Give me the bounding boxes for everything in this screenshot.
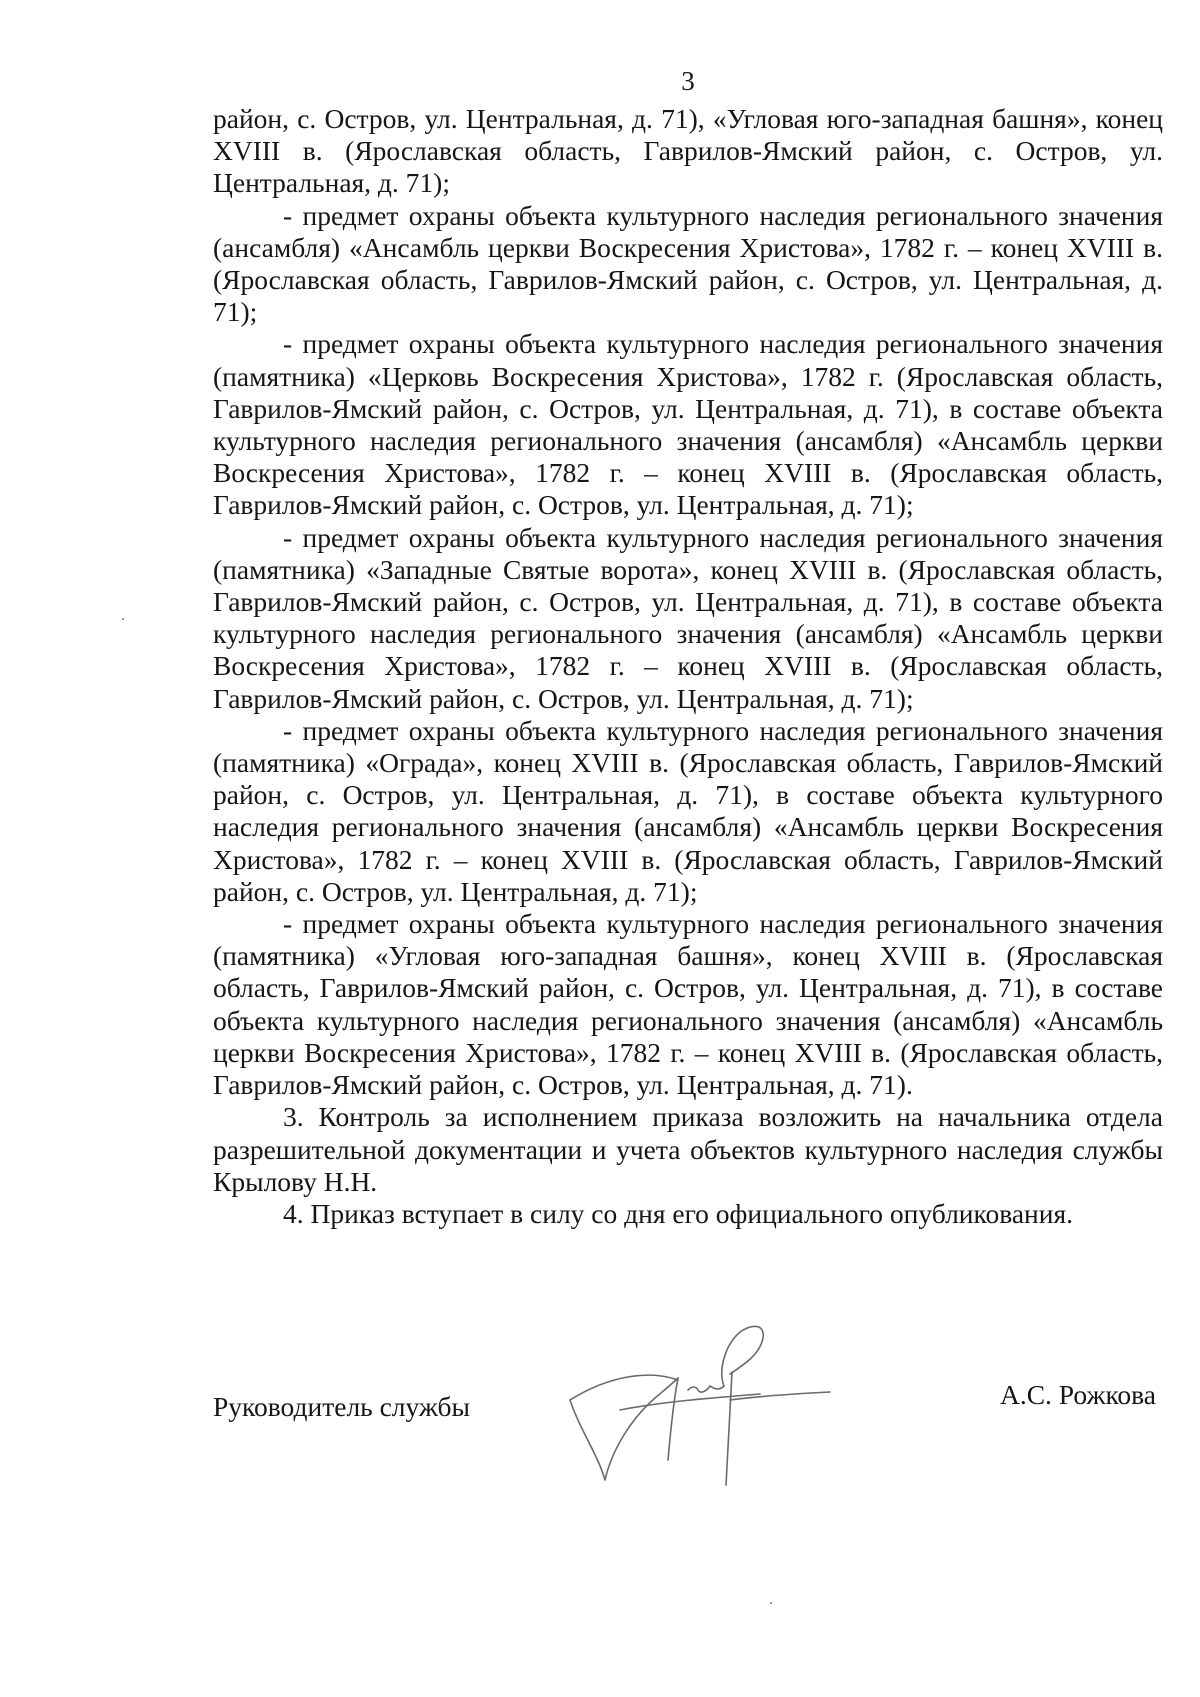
paragraph-church-subject: - предмет охраны объекта культурного наследия регионального значения (памятника) «Церковь Воскресения Христова», 1782 г. (Ярославская область, Гаврилов-Ямский район, с. Остров, ул. Центральная, д. 71), в составе объекта культурного наследия регионального значения (ансамбля) «Ансамбль церкви Воскресения Христова», 1782 г. – конец XVIII в. (Ярославская область, Гаврилов-Ямский район, с. Остров, ул. Центральная, д. 71); <box>213 328 1163 521</box>
signer-name: А.С. Рожкова <box>999 1379 1156 1410</box>
paragraph-gates-subject: - предмет охраны объекта культурного наследия регионального значения (памятника) «Западные Святые ворота», конец XVIII в. (Ярославская область, Гаврилов-Ямский район, с. Остров, ул. Центральная, д. 71), в составе объекта культурного наследия регионального значения (ансамбля) «Ансамбль церкви Воскресения Христова», 1782 г. – конец XVIII в. (Ярославская область, Гаврилов-Ямский район, с. Остров, ул. Центральная, д. 71); <box>213 521 1163 714</box>
page-number: 3 <box>681 66 695 96</box>
signer-position: Руководитель службы <box>213 1391 471 1422</box>
paragraph-fence-subject: - предмет охраны объекта культурного наследия регионального значения (памятника) «Ограда», конец XVIII в. (Ярославская область, Гаврилов-Ямский район, с. Остров, ул. Центральная, д. 71), в составе объекта культурного наследия регионального значения (ансамбля) «Ансамбль церкви Воскресения Христова», 1782 г. – конец XVIII в. (Ярославская область, Гаврилов-Ямский район, с. Остров, ул. Центральная, д. 71); <box>213 714 1163 907</box>
document-body <box>213 103 1163 1230</box>
scan-speck <box>770 1602 772 1604</box>
paragraph-continuation: район, с. Остров, ул. Центральная, д. 71), «Угловая юго-западная башня», конец XVIII в. (Ярославская область, Гаврилов-Ямский район, с. Остров, ул. Центральная, д. 71); <box>213 103 1163 199</box>
paragraph-tower-subject: - предмет охраны объекта культурного наследия регионального значения (памятника) «Угловая юго-западная башня», конец XVIII в. (Ярославская область, Гаврилов-Ямский район, с. Остров, ул. Центральная, д. 71), в составе объекта культурного наследия регионального значения (ансамбля) «Ансамбль церкви Воскресения Христова», 1782 г. – конец XVIII в. (Ярославская область, Гаврилов-Ямский район, с. Остров, ул. Центральная, д. 71). <box>213 908 1163 1101</box>
paragraph-control-clause: 3. Контроль за исполнением приказа возложить на начальника отдела разрешительной документации и учета объектов культурного наследия службы Крылову Н.Н. <box>213 1101 1163 1197</box>
paragraph-ensemble-subject: - предмет охраны объекта культурного наследия регионального значения (ансамбля) «Ансамбль церкви Воскресения Христова», 1782 г. – конец XVIII в. (Ярославская область, Гаврилов-Ямский район, с. Остров, ул. Центральная, д. 71); <box>213 199 1163 328</box>
handwritten-signature <box>560 1320 860 1490</box>
paragraph-effective-clause: 4. Приказ вступает в силу со дня его официального опубликования. <box>283 1197 1074 1229</box>
scan-speck <box>122 618 124 620</box>
